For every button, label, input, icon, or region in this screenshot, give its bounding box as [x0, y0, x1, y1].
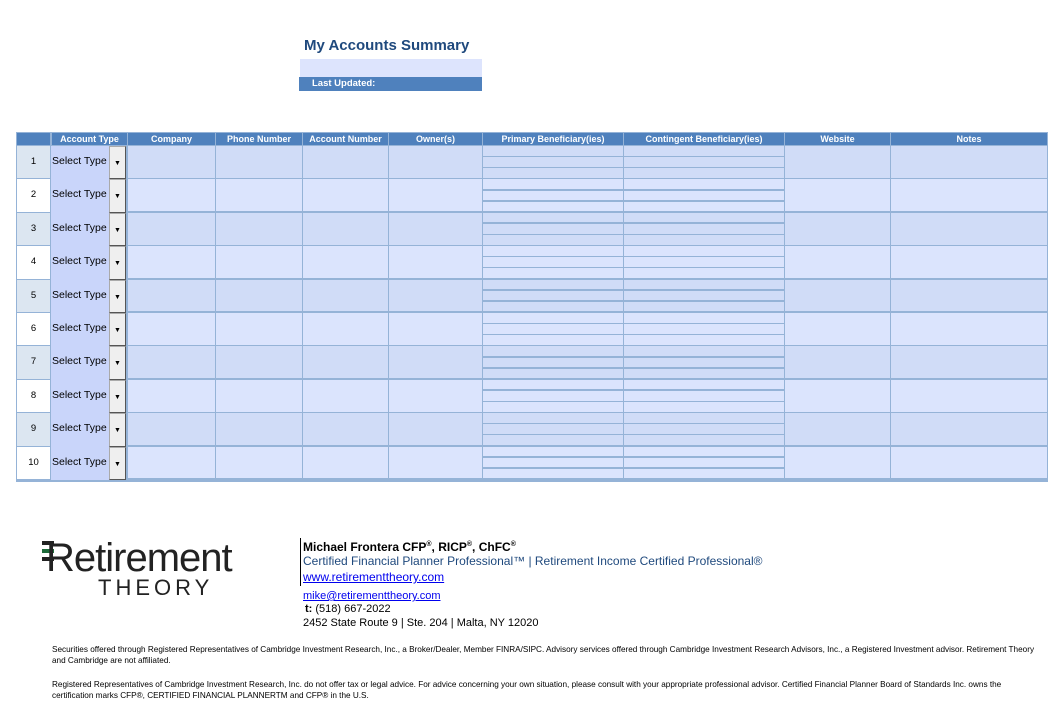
primary-beneficiary-cell[interactable] [483, 447, 623, 457]
contingent-beneficiary-cell[interactable] [624, 358, 784, 368]
website-cell[interactable] [785, 346, 890, 378]
account-number-cell[interactable] [303, 179, 388, 211]
dropdown-arrow-icon[interactable]: ▼ [109, 246, 126, 279]
account-number-cell[interactable] [303, 246, 388, 278]
page-title: My Accounts Summary [304, 37, 470, 54]
contingent-beneficiary-cell[interactable] [624, 246, 784, 256]
dropdown-arrow-icon[interactable]: ▼ [109, 380, 126, 413]
retirement-theory-logo [42, 533, 288, 599]
contingent-beneficiary-cell[interactable] [624, 213, 784, 223]
account-number-cell[interactable] [303, 313, 388, 345]
company-cell[interactable] [128, 313, 215, 345]
email-link[interactable]: mike@retirementtheory.com [303, 590, 441, 602]
row-number: 10 [17, 447, 50, 479]
account-type-select[interactable]: Select Type [51, 246, 110, 279]
disclaimer-2: Registered Representatives of Cambridge Investment Research, Inc. do not offer tax or legal advice. For advice concerning your own situation, please consult with your appropriate professional advisor. Certified Financial Planner Board of Standards Inc. owns the certification marks CFP®, CERTIFIED FINANCIAL PLANNERTM and CFP® in the U.S. [52, 680, 1002, 700]
phone-number-cell[interactable] [216, 313, 302, 345]
column-header-account-number: Account Number [303, 133, 388, 145]
website-cell[interactable] [785, 447, 890, 479]
dropdown-arrow-icon[interactable]: ▼ [109, 313, 126, 346]
website-cell[interactable] [785, 179, 890, 211]
primary-beneficiary-cell[interactable] [483, 191, 623, 201]
contingent-beneficiary-cell[interactable] [624, 168, 784, 178]
account-number-cell[interactable] [303, 380, 388, 412]
row-number: 8 [17, 380, 50, 412]
phone-number-cell[interactable] [216, 246, 302, 278]
last-updated-text: Last Updated: [312, 78, 376, 89]
contingent-beneficiary-cell[interactable] [624, 369, 784, 379]
primary-beneficiary-cell[interactable] [483, 313, 623, 323]
contingent-beneficiary-cell[interactable] [624, 257, 784, 267]
owners-cell[interactable] [389, 213, 482, 245]
dropdown-arrow-icon[interactable]: ▼ [109, 447, 126, 480]
owners-cell[interactable] [389, 346, 482, 378]
primary-beneficiary-cell[interactable] [483, 346, 623, 356]
disclaimer-1: Securities offered through Registered Representatives of Cambridge Investment Research, Inc., a Broker/Dealer, Member FINRA/SIPC. Advisory services offered through Cambridge Investment Research Advisors, Inc., a Registered Investment advisor. Retirement Theory and Cambridge are not affiliated. [52, 645, 1035, 665]
phone-number-cell[interactable] [216, 213, 302, 245]
row-number: 3 [17, 213, 50, 245]
account-number-cell[interactable] [303, 213, 388, 245]
primary-beneficiary-cell[interactable] [483, 424, 623, 434]
account-type-select[interactable]: Select Type [51, 447, 110, 480]
phone-number-cell[interactable] [216, 346, 302, 378]
column-header-company: Company [128, 133, 215, 145]
notes-cell[interactable] [891, 146, 1047, 178]
owners-cell[interactable] [389, 313, 482, 345]
primary-beneficiary-cell[interactable] [483, 246, 623, 256]
account-type-select[interactable]: Select Type [51, 346, 110, 379]
contingent-beneficiary-cell[interactable] [624, 435, 784, 445]
owners-cell[interactable] [389, 179, 482, 211]
accounts-table [16, 132, 1048, 482]
owners-cell[interactable] [389, 246, 482, 278]
dropdown-arrow-icon[interactable]: ▼ [109, 413, 126, 446]
owners-cell[interactable] [389, 413, 482, 445]
notes-cell[interactable] [891, 413, 1047, 445]
row-number: 5 [17, 280, 50, 312]
notes-cell[interactable] [891, 179, 1047, 211]
contingent-beneficiary-cell[interactable] [624, 268, 784, 278]
account-number-cell[interactable] [303, 146, 388, 178]
address: 2452 State Route 9 | Ste. 204 | Malta, NY 12020 [303, 617, 539, 629]
account-number-cell[interactable] [303, 280, 388, 312]
primary-beneficiary-cell[interactable] [483, 458, 623, 468]
account-type-select[interactable]: Select Type [51, 146, 110, 179]
column-header-primary-beneficiary: Primary Beneficiary(ies) [483, 133, 623, 145]
contingent-beneficiary-cell[interactable] [624, 413, 784, 423]
contingent-beneficiary-cell[interactable] [624, 402, 784, 412]
primary-beneficiary-cell[interactable] [483, 168, 623, 178]
company-cell[interactable] [128, 380, 215, 412]
primary-beneficiary-cell[interactable] [483, 235, 623, 245]
primary-beneficiary-cell[interactable] [483, 380, 623, 390]
account-type-select[interactable]: Select Type [51, 413, 110, 446]
column-header-website: Website [785, 133, 890, 145]
primary-beneficiary-cell[interactable] [483, 179, 623, 189]
company-cell[interactable] [128, 280, 215, 312]
contingent-beneficiary-cell[interactable] [624, 291, 784, 301]
contingent-beneficiary-cell[interactable] [624, 179, 784, 189]
primary-beneficiary-cell[interactable] [483, 369, 623, 379]
svg-text:THEORY: THEORY [98, 575, 214, 599]
website-cell[interactable] [785, 380, 890, 412]
column-header-owners: Owner(s) [389, 133, 482, 145]
primary-beneficiary-cell[interactable] [483, 291, 623, 301]
owners-cell[interactable] [389, 447, 482, 479]
company-cell[interactable] [128, 447, 215, 479]
primary-beneficiary-cell[interactable] [483, 335, 623, 345]
website-cell[interactable] [785, 413, 890, 445]
svg-text:Retirement: Retirement [46, 536, 232, 580]
notes-cell[interactable] [891, 213, 1047, 245]
contingent-beneficiary-cell[interactable] [624, 313, 784, 323]
contingent-beneficiary-cell[interactable] [624, 146, 784, 156]
row-number: 1 [17, 146, 50, 178]
row-number: 4 [17, 246, 50, 278]
column-header-contingent-beneficiary: Contingent Beneficiary(ies) [624, 133, 784, 145]
owners-cell[interactable] [389, 146, 482, 178]
contingent-beneficiary-cell[interactable] [624, 302, 784, 312]
advisor-name: Michael Frontera CFP®, RICP®, ChFC® [303, 540, 516, 554]
primary-beneficiary-cell[interactable] [483, 224, 623, 234]
contingent-beneficiary-cell[interactable] [624, 469, 784, 479]
company-cell[interactable] [128, 213, 215, 245]
dropdown-arrow-icon[interactable]: ▼ [109, 346, 126, 379]
primary-beneficiary-cell[interactable] [483, 146, 623, 156]
owners-cell[interactable] [389, 380, 482, 412]
notes-cell[interactable] [891, 346, 1047, 378]
account-type-select[interactable]: Select Type [51, 380, 110, 413]
notes-cell[interactable] [891, 380, 1047, 412]
website-cell[interactable] [785, 246, 890, 278]
account-type-select[interactable]: Select Type [51, 179, 110, 212]
website-link[interactable]: www.retirementtheory.com [303, 570, 445, 584]
last-updated-input[interactable] [300, 59, 482, 77]
company-cell[interactable] [128, 146, 215, 178]
primary-beneficiary-cell[interactable] [483, 302, 623, 312]
column-header-account-type: Account Type [52, 133, 127, 145]
company-cell[interactable] [128, 179, 215, 211]
contingent-beneficiary-cell[interactable] [624, 380, 784, 390]
account-type-select[interactable]: Select Type [51, 313, 110, 346]
primary-beneficiary-cell[interactable] [483, 157, 623, 167]
phone-number-cell[interactable] [216, 413, 302, 445]
primary-beneficiary-cell[interactable] [483, 268, 623, 278]
notes-cell[interactable] [891, 313, 1047, 345]
primary-beneficiary-cell[interactable] [483, 469, 623, 479]
company-cell[interactable] [128, 246, 215, 278]
contingent-beneficiary-cell[interactable] [624, 447, 784, 457]
notes-cell[interactable] [891, 447, 1047, 479]
owners-cell[interactable] [389, 280, 482, 312]
last-updated-label [299, 77, 482, 91]
primary-beneficiary-cell[interactable] [483, 358, 623, 368]
phone: t: (518) 667-2022 [305, 603, 391, 615]
website-cell[interactable] [785, 146, 890, 178]
credentials: Certified Financial Planner Professional™ | Retirement Income Certified Professional® [303, 554, 763, 568]
contingent-beneficiary-cell[interactable] [624, 280, 784, 290]
notes-cell[interactable] [891, 246, 1047, 278]
company-cell[interactable] [128, 413, 215, 445]
signature-divider [300, 538, 301, 586]
row-number: 7 [17, 346, 50, 378]
primary-beneficiary-cell[interactable] [483, 391, 623, 401]
column-header-notes: Notes [891, 133, 1047, 145]
column-header-row-number [17, 133, 50, 145]
phone-number-cell[interactable] [216, 179, 302, 211]
contingent-beneficiary-cell[interactable] [624, 157, 784, 167]
contingent-beneficiary-cell[interactable] [624, 202, 784, 212]
primary-beneficiary-cell[interactable] [483, 213, 623, 223]
row-number: 9 [17, 413, 50, 445]
row-number: 6 [17, 313, 50, 345]
primary-beneficiary-cell[interactable] [483, 202, 623, 212]
contingent-beneficiary-cell[interactable] [624, 224, 784, 234]
account-number-cell[interactable] [303, 413, 388, 445]
website-cell[interactable] [785, 313, 890, 345]
contingent-beneficiary-cell[interactable] [624, 324, 784, 334]
column-header-phone-number: Phone Number [216, 133, 302, 145]
contingent-beneficiary-cell[interactable] [624, 335, 784, 345]
dropdown-arrow-icon[interactable]: ▼ [109, 280, 126, 313]
phone-number-cell[interactable] [216, 280, 302, 312]
phone-number-cell[interactable] [216, 146, 302, 178]
dropdown-arrow-icon[interactable]: ▼ [109, 179, 126, 212]
account-type-select[interactable]: Select Type [51, 213, 110, 246]
primary-beneficiary-cell[interactable] [483, 280, 623, 290]
row-number: 2 [17, 179, 50, 211]
primary-beneficiary-cell[interactable] [483, 402, 623, 412]
account-number-cell[interactable] [303, 447, 388, 479]
dropdown-arrow-icon[interactable]: ▼ [109, 146, 126, 179]
notes-cell[interactable] [891, 280, 1047, 312]
primary-beneficiary-cell[interactable] [483, 324, 623, 334]
primary-beneficiary-cell[interactable] [483, 435, 623, 445]
dropdown-arrow-icon[interactable]: ▼ [109, 213, 126, 246]
website-cell[interactable] [785, 213, 890, 245]
phone-number-cell[interactable] [216, 447, 302, 479]
contingent-beneficiary-cell[interactable] [624, 458, 784, 468]
contingent-beneficiary-cell[interactable] [624, 391, 784, 401]
website-cell[interactable] [785, 280, 890, 312]
company-cell[interactable] [128, 346, 215, 378]
primary-beneficiary-cell[interactable] [483, 413, 623, 423]
phone-number-cell[interactable] [216, 380, 302, 412]
primary-beneficiary-cell[interactable] [483, 257, 623, 267]
contingent-beneficiary-cell[interactable] [624, 424, 784, 434]
contingent-beneficiary-cell[interactable] [624, 191, 784, 201]
account-number-cell[interactable] [303, 346, 388, 378]
contingent-beneficiary-cell[interactable] [624, 235, 784, 245]
account-type-select[interactable]: Select Type [51, 280, 110, 313]
contingent-beneficiary-cell[interactable] [624, 346, 784, 356]
